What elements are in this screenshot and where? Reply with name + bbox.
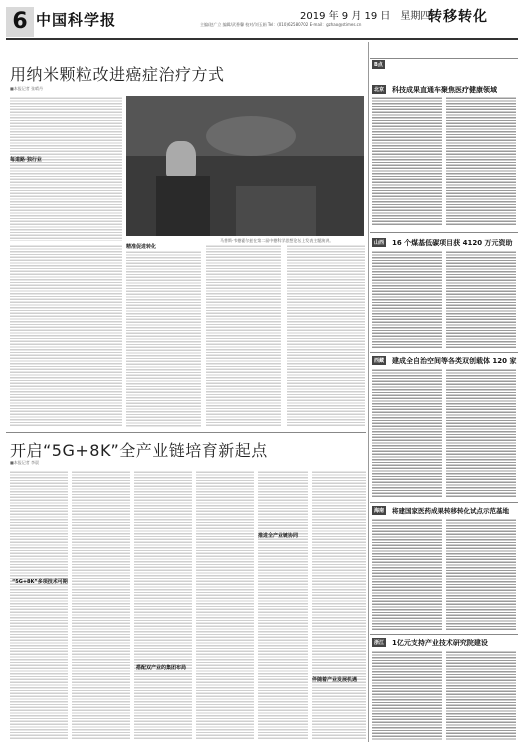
sidebar-divider <box>368 42 369 742</box>
article1-byline: ■本报记者 张晴丹 <box>10 86 44 91</box>
article1-column2-text <box>126 250 201 427</box>
article1-subhead-2: 精准促进转化 <box>126 244 157 250</box>
sidebar-rule-3 <box>370 352 518 353</box>
sidebar-tag-xizang: 西藏 <box>374 358 385 364</box>
article2-subhead-4: 伴随着产业发展机遇 <box>312 677 358 683</box>
article1-column3-text <box>206 244 281 427</box>
article1-photo <box>126 96 364 236</box>
article1-column1-text <box>10 96 122 241</box>
sidebar-tag-shanxi: 山西 <box>374 240 385 246</box>
sidebar-rule-4 <box>370 502 518 503</box>
sidebar-rule-2 <box>370 232 518 233</box>
sidebar-text-3a <box>372 368 442 498</box>
article2-column4-text <box>196 470 254 740</box>
article2-column6-text <box>312 470 366 740</box>
sidebar-headline-5: 1亿元支持产业技术研究院建设 <box>392 639 488 647</box>
sidebar-text-2b <box>446 250 516 348</box>
article2-subhead-1: “5G+8K”多项技术可期 <box>12 579 68 585</box>
newspaper-logo: 中国科学报 <box>36 11 117 29</box>
sidebar-rule-5 <box>370 634 518 635</box>
article-divider <box>6 432 366 433</box>
sidebar-text-1a <box>372 96 442 226</box>
brief-label: B点 <box>374 62 383 68</box>
article2-subhead-2: 搭配双产业的集团布局 <box>136 665 187 671</box>
article2-column5-text <box>258 470 308 740</box>
sidebar-headline-2: 16 个煤基低碳项目获 4120 万元资助 <box>392 239 513 247</box>
sidebar-tag-beijing: 北京 <box>374 87 385 93</box>
article2-column1-text <box>10 470 68 740</box>
article2-column3-text <box>134 470 192 740</box>
article1-column1-text-cont <box>10 244 122 427</box>
sidebar-headline-4: 将建国家医药成果转移转化试点示范基地 <box>392 507 509 515</box>
editor-info: 主编/赵广立 编辑/武香馨 校对/刘玉娟 Tel：(010)62580702 E-mail：gzhao@stimes.cn <box>200 22 362 27</box>
article1-title: 用纳米颗粒改进癌症治疗方式 <box>10 65 225 84</box>
article1-subhead-1: 每道路·独行业 <box>10 157 42 163</box>
sidebar-text-5a <box>372 650 442 740</box>
issue-date: 2019 年 9 月 19 日 星期四 <box>300 11 431 22</box>
page-number: 6 <box>6 7 34 37</box>
sidebar-text-1b <box>446 96 516 226</box>
sidebar-tag-zhejiang: 浙江 <box>374 640 385 646</box>
article2-subhead-3: 推进全产业链协同 <box>258 533 299 539</box>
article1-photo-caption: 马普斯·韦德霍尔兹在第二届中德科学思想论坛上发表主题演讲。 <box>220 238 334 243</box>
sidebar-tag-hainan: 海南 <box>374 508 385 514</box>
sidebar-text-2a <box>372 250 442 348</box>
sidebar-headline-3: 建成全自治空间等各类双创载体 120 家 <box>392 357 517 365</box>
section-title: 转移转化 <box>428 9 488 25</box>
article2-column2-text <box>72 470 130 740</box>
article2-title: 开启“5G+8K”全产业链培育新起点 <box>10 441 268 460</box>
sidebar-text-3b <box>446 368 516 498</box>
sidebar-text-4b <box>446 518 516 630</box>
sidebar-text-5b <box>446 650 516 740</box>
sidebar-text-4a <box>372 518 442 630</box>
sidebar-headline-1: 科技成果直通车聚焦医疗健康领域 <box>392 86 497 94</box>
article2-byline: ■本报记者 李晨 <box>10 460 40 465</box>
header-rule <box>6 38 518 40</box>
sidebar-top-rule <box>370 58 518 59</box>
article1-column4-text <box>287 244 365 427</box>
